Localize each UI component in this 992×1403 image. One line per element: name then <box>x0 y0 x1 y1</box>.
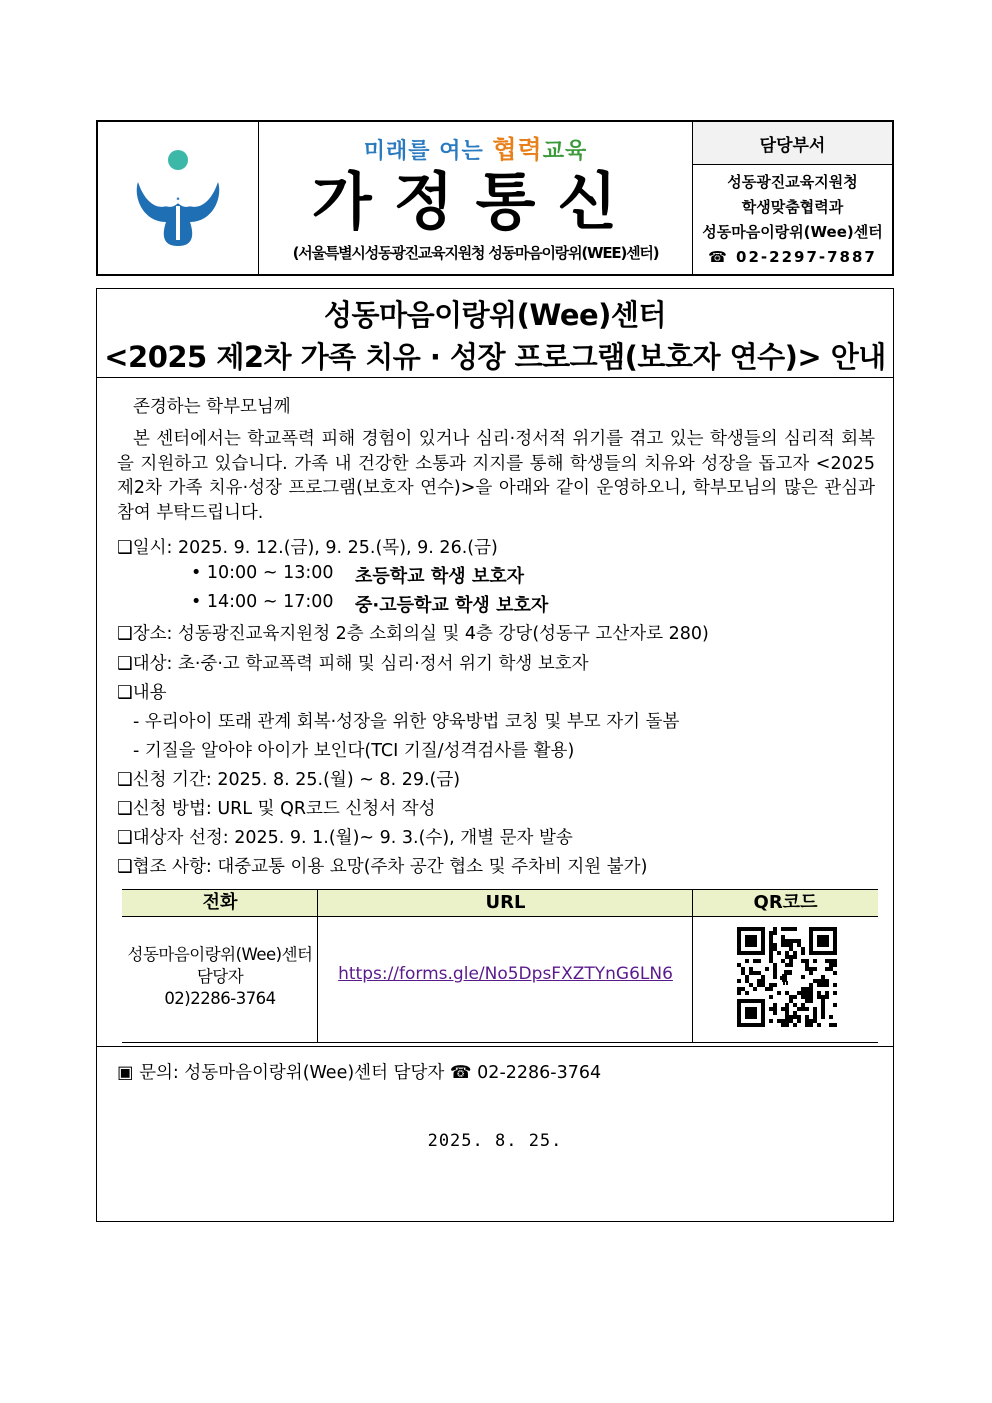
footer-divider <box>97 1046 893 1047</box>
apply-period: ❑신청 기간: 2025. 8. 25.(월) ~ 8. 29.(금) <box>117 770 461 790</box>
date-line: ❑일시: 2025. 9. 12.(금), 9. 25.(목), 9. 26.(금) <box>117 538 498 558</box>
inquiry-line: ▣ 문의: 성동마음이랑위(Wee)센터 담당자 ☎ 02-2286-3764 <box>117 1063 602 1083</box>
header-phone: 전화 <box>202 892 238 913</box>
target-line: ❑대상: 초·중·고 학교폭력 피해 및 심리·정서 위기 학생 보호자 <box>117 654 589 674</box>
title-cell <box>259 122 693 274</box>
issue-date: 2025. 8. 25. <box>427 1131 563 1151</box>
notice-heading <box>97 289 893 378</box>
cooperation-line: ❑협조 사항: 대중교통 이용 요망(주차 공간 협소 및 주차비 지원 불가) <box>117 857 648 877</box>
content-label: ❑내용 <box>117 683 167 703</box>
heading-line-2: <2025 제2차 가족 치유 · 성장 프로그램(보호자 연수)> 안내 <box>104 340 886 374</box>
session-1-time: • 10:00 ~ 13:00 <box>191 563 334 583</box>
selection-line: ❑대상자 선정: 2025. 9. 1.(월)~ 9. 3.(수), 개별 문자 발송 <box>117 828 573 848</box>
greeting: 존경하는 학부모님께 <box>133 397 291 417</box>
session-2-target: 중·고등학교 학생 보호자 <box>355 595 549 616</box>
content-item-2: - 기질을 알아야 아이가 보인다(TCI 기질/성격검사를 활용) <box>133 741 575 761</box>
heading-line-1: 성동마음이랑위(Wee)센터 <box>324 298 666 332</box>
department-phone: ☎ 02-2297-7887 <box>708 248 877 266</box>
contact-table <box>122 889 878 1043</box>
header-table <box>96 120 894 276</box>
session-2-time: • 14:00 ~ 17:00 <box>191 592 334 612</box>
session-1-target: 초등학교 학생 보호자 <box>355 566 525 587</box>
qr-code-icon[interactable] <box>736 926 838 1028</box>
notice-box <box>96 288 894 1222</box>
logo-cell <box>98 122 259 274</box>
department-label: 담당부서 <box>693 122 892 165</box>
intro-paragraph: 본 센터에서는 학교폭력 피해 경험이 있거나 심리·정서적 위기를 겪고 있는 학생들의 심리적 회복을 지원하고 있습니다. 가족 내 건강한 소통과 지지를 통해 학생들의 치유와 성장을 돕고자 <2025 제2차 가족 치유·성장 프로그램(보호자 연수)>을 아래와 같이 운영하오니, 학부모님의 많은 관심과 참여 부탁드립니다. <box>117 429 875 523</box>
sub-organization: (서울특별시성동광진교육지원청 성동마음이랑위(WEE)센터) <box>292 244 659 262</box>
page-title: 가정통신 <box>311 165 640 238</box>
content-item-1: - 우리아이 또래 관계 회복·성장을 위한 양육방법 코칭 및 부모 자기 돌봄 <box>133 712 680 732</box>
slogan: 미래를 여는 협력교육 <box>363 135 588 164</box>
header-qr: QR코드 <box>753 892 818 913</box>
education-office-logo-icon <box>98 122 259 274</box>
header-url: URL <box>485 892 526 913</box>
department-cell <box>693 122 892 274</box>
apply-method: ❑신청 방법: URL 및 QR코드 신청서 작성 <box>117 799 436 819</box>
department-info: 성동광진교육지원청 학생맞춤협력과 성동마음이랑위(Wee)센터 ☎ 02-2297-7887 <box>693 170 892 270</box>
phone-cell: 성동마음이랑위(Wee)센터 담당자 02)2286-3764 <box>127 945 313 1008</box>
place-line: ❑장소: 성동광진교육지원청 2층 소회의실 및 4층 강당(성동구 고산자로 280) <box>117 624 709 644</box>
signup-url-link[interactable]: https://forms.gle/No5DpsFXZTYnG6LN6 <box>338 964 673 984</box>
